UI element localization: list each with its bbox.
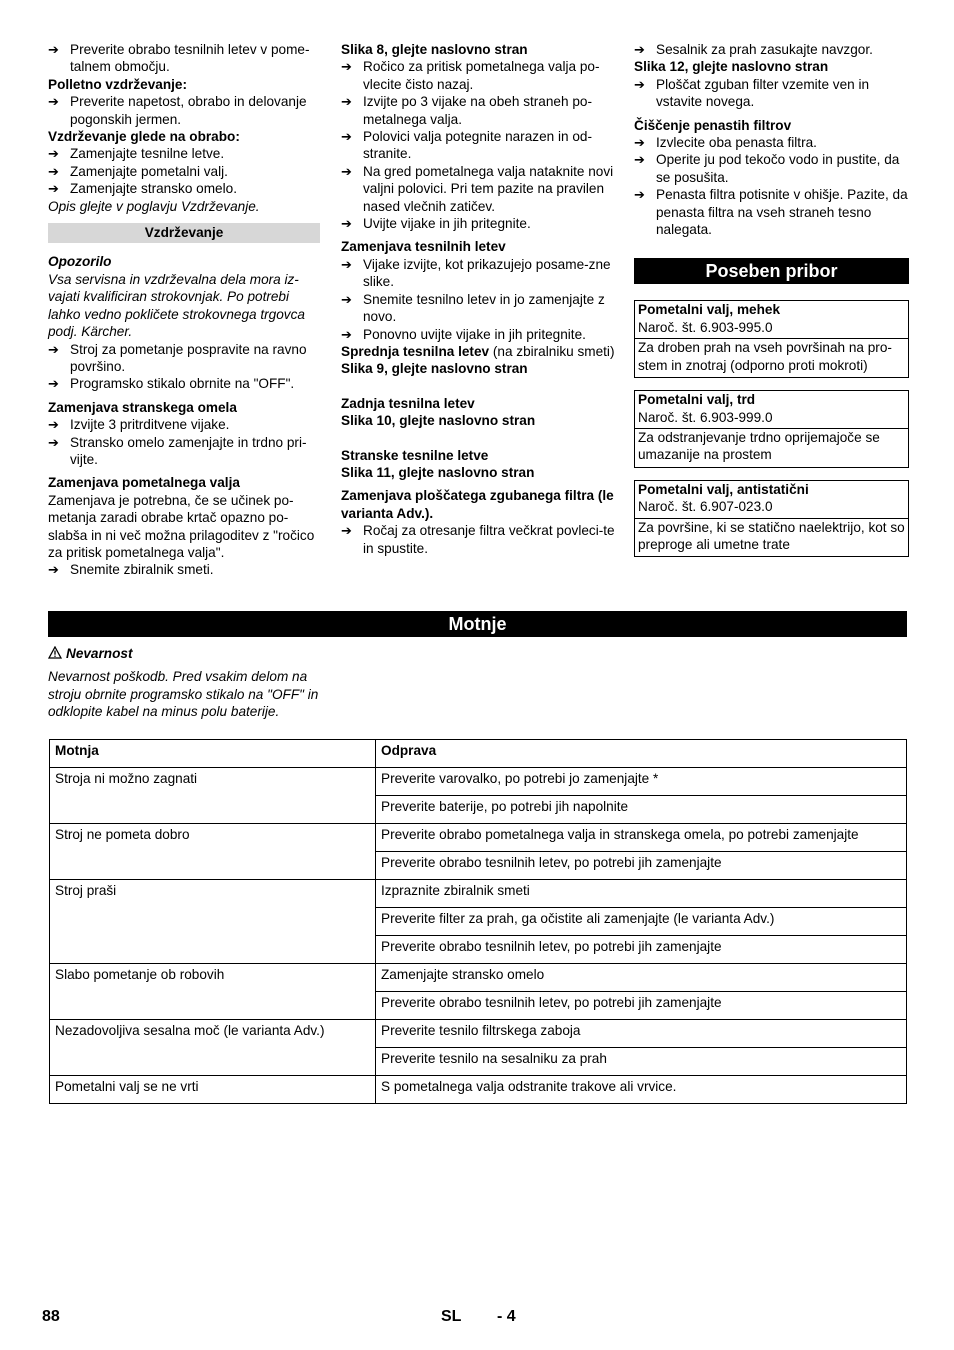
maintenance-section-title: Vzdrževanje — [48, 223, 320, 243]
accessory-order-number: Naroč. št. 6.907-023.0 — [638, 499, 773, 515]
column-2 — [341, 41, 615, 557]
warning-triangle-icon — [48, 646, 62, 659]
arrow-right-icon: ➔ — [341, 163, 352, 179]
fault-cause: Stroja ni možno zagnati — [50, 768, 376, 824]
figure-10-ref: Slika 10, glejte naslovno stran — [341, 413, 536, 429]
front-seal-line: Sprednja tesnilna letev (na zbiralniku smeti) — [341, 343, 615, 359]
arrow-right-icon: ➔ — [341, 523, 352, 539]
accessory-description: Za droben prah na vseh površinah na pro-stem in znotraj (odporno proti mokroti) — [638, 340, 892, 373]
danger-text: Nevarnost poškodb. Pred vsakim delom na stroju obrnite programsko stikalo na "OFF" in odklopite kabel na minus polu baterije. — [48, 669, 319, 720]
column-3 — [634, 41, 909, 569]
list-item: ➔ Sesalnik za prah zasukajte navzgor. — [634, 42, 873, 57]
fault-remedy: Preverite tesnilo filtrskega zaboja — [376, 1020, 907, 1048]
list-item: ➔ Izvijte po 3 vijake na obeh straneh po-metalnega valja. — [341, 94, 592, 127]
list-item: ➔ Vijake izvijte, kot prikazujejo posame-zne slike. — [341, 256, 611, 290]
language-code: SL — [441, 1308, 462, 1325]
arrow-right-icon: ➔ — [48, 146, 59, 162]
fault-remedy: Izpraznite zbiralnik smeti — [376, 880, 907, 908]
arrow-right-icon: ➔ — [341, 94, 352, 110]
section-number: - 4 — [497, 1308, 516, 1325]
seals-heading: Zamenjava tesnilnih letev — [341, 239, 506, 255]
list-item: ➔ Ploščat zguban filter vzemite ven in vstavite novega. — [634, 76, 870, 110]
list-item: ➔ Izvijte 3 pritrditvene vijake. — [48, 417, 230, 433]
figure-8-ref: Slika 8, glejte naslovno stran — [341, 42, 528, 57]
danger-notice — [48, 645, 323, 721]
figure-12-ref: Slika 12, glejte naslovno stran — [634, 59, 829, 75]
table-header-row — [50, 740, 907, 768]
list-item: ➔ Penasta filtra potisnite v ohišje. Pazite, da penasta filtra na vseh straneh tesno nalegata. — [634, 187, 908, 238]
table-row — [50, 768, 907, 796]
list-item: ➔ Operite ju pod tekočo vodo in pustite, da se posušita. — [634, 152, 900, 185]
list-item: ➔ Uvijte vijake in jih pritegnite. — [341, 216, 531, 232]
fault-remedy: Preverite tesnilo na sesalniku za prah — [376, 1048, 907, 1076]
accessories-section-title: Poseben pribor — [634, 258, 909, 284]
fault-remedy: Preverite varovalko, po potrebi jo zamenjajte * — [376, 768, 907, 796]
arrow-right-icon: ➔ — [341, 129, 352, 145]
annual-heading: Polletno vzdrževanje: — [48, 76, 187, 92]
faults-table — [49, 739, 907, 1104]
accessory-box — [634, 480, 909, 558]
table-row — [50, 880, 907, 908]
list-item: ➔ Stroj za pometanje pospravite na ravno površino. — [48, 341, 307, 374]
arrow-right-icon: ➔ — [48, 341, 59, 357]
arrow-right-icon: ➔ — [341, 291, 352, 307]
sidebroom-heading: Zamenjava stranskega omela — [48, 399, 237, 415]
arrow-right-icon: ➔ — [48, 562, 59, 578]
arrow-right-icon: ➔ — [48, 376, 59, 392]
list-item: ➔ Zamenjajte tesnilne letve. — [48, 146, 225, 162]
caution-text: Vsa servisna in vzdrževalna dela mora iz-vajati kvalificiran strokovnjak. Po potrebi lahko vedno pokličete strokovnega trgovca podj. Kärcher. — [48, 271, 305, 340]
arrow-right-icon: ➔ — [634, 76, 645, 92]
arrow-right-icon: ➔ — [634, 42, 645, 57]
fault-remedy: Preverite obrabo tesnilnih letev, po potrebi jih zamenjajte — [376, 936, 907, 964]
arrow-right-icon: ➔ — [341, 256, 352, 272]
list-item: ➔ Preverite napetost, obrabo in delovanje pogonskih jermen. — [48, 94, 307, 127]
list-item: ➔ Polovici valja potegnite narazen in od-stranite. — [341, 129, 592, 162]
danger-title: Nevarnost — [66, 646, 133, 661]
accessory-name: Pometalni valj, mehek — [638, 302, 781, 318]
roller-heading: Zamenjava pometalnega valja — [48, 475, 240, 491]
column-1 — [48, 41, 320, 579]
list-item: ➔ Preverite obrabo tesnilnih letev v pome-talnem območju. — [48, 42, 310, 75]
accessory-description: Za odstranjevanje trdno oprijemajoče se umazanije na prostem — [638, 429, 880, 463]
list-item: ➔ Izvlecite oba penasta filtra. — [634, 135, 817, 151]
list-item: ➔ Ročico za pritisk pometalnega valja po-vlecite čisto nazaj. — [341, 59, 600, 92]
rear-seal-heading: Zadnja tesnilna letev — [341, 395, 475, 411]
fault-cause: Nezadovoljiva sesalna moč (le varianta Adv.) — [50, 1020, 376, 1076]
arrow-right-icon: ➔ — [48, 181, 59, 197]
fault-remedy: Preverite obrabo tesnilnih letev, po potrebi jih zamenjajte — [376, 852, 907, 880]
list-item: ➔ Stransko omelo zamenjajte in trdno pri-vijte. — [48, 434, 307, 467]
fault-remedy: Preverite filter za prah, ga očistite ali zamenjajte (le varianta Adv.) — [376, 908, 907, 936]
arrow-right-icon: ➔ — [634, 152, 645, 168]
faults-section-title: Motnje — [48, 611, 907, 637]
side-seals-heading: Stranske tesnilne letve — [341, 447, 489, 463]
fault-remedy: Preverite obrabo tesnilnih letev, po potrebi jih zamenjajte — [376, 992, 907, 1020]
accessory-name: Pometalni valj, antistatični — [638, 481, 809, 497]
figure-9-ref: Slika 9, glejte naslovno stran — [341, 361, 528, 377]
fault-cause: Stroj praši — [50, 880, 376, 964]
fault-remedy: Preverite obrabo pometalnega valja in stranskega omela, po potrebi zamenjajte — [376, 824, 907, 852]
fault-remedy: Zamenjajte stransko omelo — [376, 964, 907, 992]
arrow-right-icon: ➔ — [634, 187, 645, 203]
fault-cause: Slabo pometanje ob robovih — [50, 964, 376, 1020]
caution-title: Opozorilo — [48, 254, 112, 270]
table-row — [50, 1020, 907, 1048]
accessory-box — [634, 300, 909, 378]
list-item: ➔ Zamenjajte stransko omelo. — [48, 181, 237, 197]
arrow-right-icon: ➔ — [48, 42, 59, 57]
wear-heading: Vzdrževanje glede na obrabo: — [48, 129, 240, 145]
arrow-right-icon: ➔ — [48, 163, 59, 179]
header-remedy: Odprava — [376, 740, 907, 768]
fault-cause: Stroj ne pometa dobro — [50, 824, 376, 880]
list-item: ➔ Ročaj za otresanje filtra večkrat povleci-te in spustite. — [341, 523, 615, 556]
arrow-right-icon: ➔ — [48, 94, 59, 110]
list-item: ➔ Zamenjajte pometalni valj. — [48, 163, 228, 179]
accessory-box — [634, 390, 909, 468]
header-cause: Motnja — [50, 740, 376, 768]
table-row — [50, 824, 907, 852]
accessory-order-number: Naroč. št. 6.903-995.0 — [638, 319, 773, 335]
fault-remedy: S pometalnega valja odstranite trakove ali vrvice. — [376, 1076, 907, 1104]
list-item: ➔ Snemite zbiralnik smeti. — [48, 562, 214, 578]
figure-11-ref: Slika 11, glejte naslovno stran — [341, 464, 535, 480]
list-item: ➔ Programsko stikalo obrnite na "OFF". — [48, 376, 295, 392]
fault-cause: Pometalni valj se ne vrti — [50, 1076, 376, 1104]
arrow-right-icon: ➔ — [341, 216, 352, 232]
list-item: ➔ Na gred pometalnega valja nataknite novi valjni polovici. Pri tem pazite na pravilen nased vlečnih zatičev. — [341, 163, 614, 214]
filter-heading: Zamenjava ploščatega zgubanega filtra (le varianta Adv.). — [341, 488, 614, 521]
arrow-right-icon: ➔ — [634, 135, 645, 151]
arrow-right-icon: ➔ — [341, 326, 352, 342]
accessory-order-number: Naroč. št. 6.903-999.0 — [638, 409, 773, 425]
accessory-description: Za površine, ki se statično naelektrijo, kot so preproge ali umetne trate — [638, 519, 905, 552]
foam-filter-heading: Čiščenje penastih filtrov — [634, 117, 792, 133]
list-item: ➔ Ponovno uvijte vijake in jih pritegnite. — [341, 326, 586, 342]
table-row — [50, 1076, 907, 1104]
arrow-right-icon: ➔ — [48, 417, 59, 433]
roller-text: Zamenjava je potrebna, če se učinek po-metanja zaradi obrabe krtač opazno po-slabša in ni več možna prilagoditev z "ročico za pritisk pometalnega valja". — [48, 492, 315, 560]
list-item: ➔ Snemite tesnilno letev in jo zamenjajte z novo. — [341, 291, 605, 325]
arrow-right-icon: ➔ — [341, 59, 352, 75]
fault-remedy: Preverite baterije, po potrebi jih napolnite — [376, 796, 907, 824]
arrow-right-icon: ➔ — [48, 434, 59, 450]
page-number: 88 — [42, 1308, 60, 1325]
see-chapter-note: Opis glejte v poglavju Vzdrževanje. — [48, 198, 260, 214]
table-row — [50, 964, 907, 992]
accessory-name: Pometalni valj, trd — [638, 392, 756, 408]
